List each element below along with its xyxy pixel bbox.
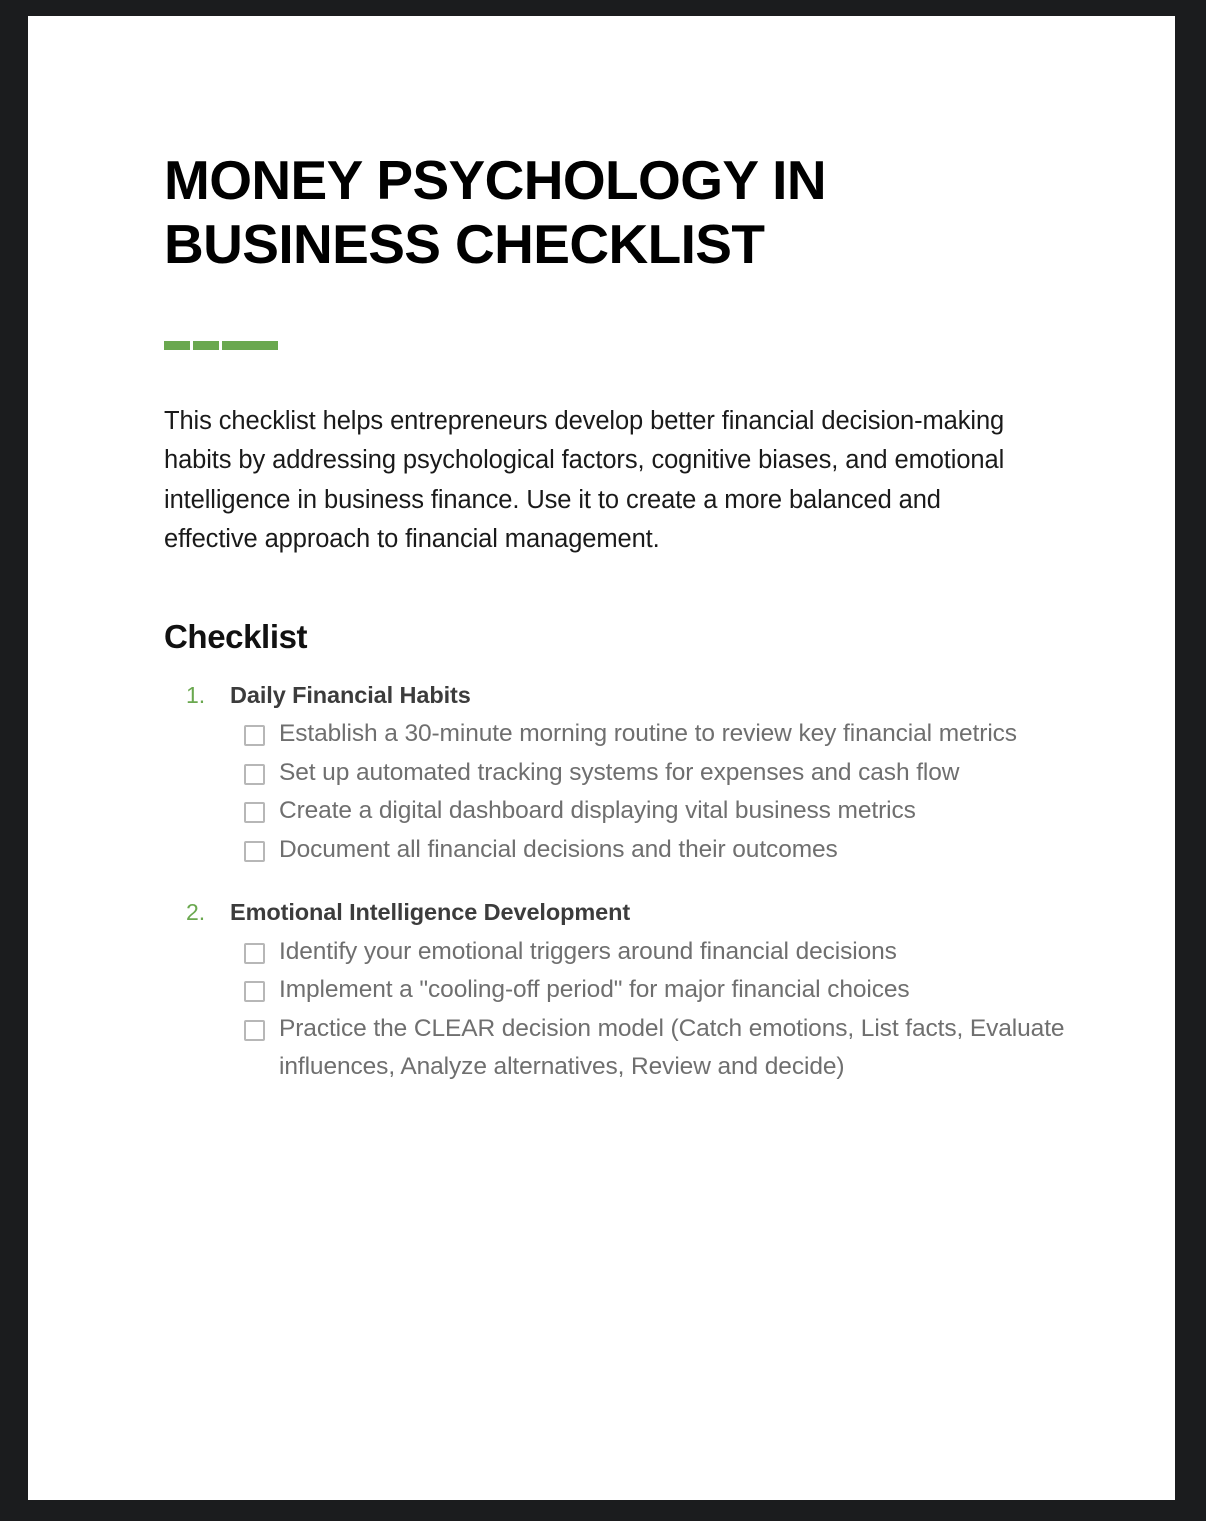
checklist-task-label: Practice the CLEAR decision model (Catch emotions, List facts, Evaluate influences, Analyze alternatives, Review and decide) [279,1014,1065,1081]
checkbox-icon[interactable] [244,802,265,823]
scrollbar-track[interactable] [1175,0,1206,1521]
checklist-task[interactable] [244,1010,1065,1087]
checkbox-icon[interactable] [244,841,265,862]
checklist-group-title: Emotional Intelligence Development [230,899,631,926]
accent-divider [164,341,278,350]
section-heading-checklist: Checklist [164,617,308,655]
document-content [28,16,1175,1087]
checklist-task-list [230,715,1065,869]
checkbox-icon[interactable] [244,764,265,785]
checklist-task[interactable] [244,971,1065,1009]
checklist-task-label: Implement a "cooling-off period" for major financial choices [279,976,910,1004]
page-title: MONEY PSYCHOLOGY IN BUSINESS CHECKLIST [164,149,826,276]
checklist-task-label: Identify your emotional triggers around financial decisions [279,938,897,965]
checklist-task[interactable] [244,754,1065,792]
divider-segment-1 [164,341,190,350]
checklist [164,680,1065,1087]
checkbox-icon[interactable] [244,725,265,746]
checkbox-icon[interactable] [244,981,265,1002]
checklist-group-number: 2. [186,899,206,926]
divider-segment-2 [193,341,219,350]
checklist-task[interactable] [244,715,1065,753]
checklist-task[interactable] [244,933,1065,971]
checkbox-icon[interactable] [244,1020,265,1041]
checklist-task-label: Document all financial decisions and their outcomes [279,835,838,863]
checklist-group [164,897,1065,1087]
intro-paragraph: This checklist helps entrepreneurs develop better financial decision-making habits by addressing psychological factors, cognitive biases, and emotional intelligence in business finance. Use it to create a more balanced and effective approach to financial management. [164,406,1005,554]
checklist-task-label: Establish a 30-minute morning routine to review key financial metrics [279,720,1017,748]
document-page [28,16,1175,1500]
checklist-task[interactable] [244,831,1065,869]
checklist-group-number: 1. [186,681,206,708]
checkbox-icon[interactable] [244,943,265,964]
checklist-group-body [230,680,1065,870]
checklist-group-body [230,897,1065,1087]
checklist-task[interactable] [244,792,1065,830]
checklist-task-label: Set up automated tracking systems for expenses and cash flow [279,758,960,786]
checklist-task-label: Create a digital dashboard displaying vital business metrics [279,797,916,825]
checklist-task-list [230,933,1065,1087]
checklist-group [164,680,1065,870]
checklist-group-title: Daily Financial Habits [230,681,471,708]
divider-segment-3 [222,341,278,350]
